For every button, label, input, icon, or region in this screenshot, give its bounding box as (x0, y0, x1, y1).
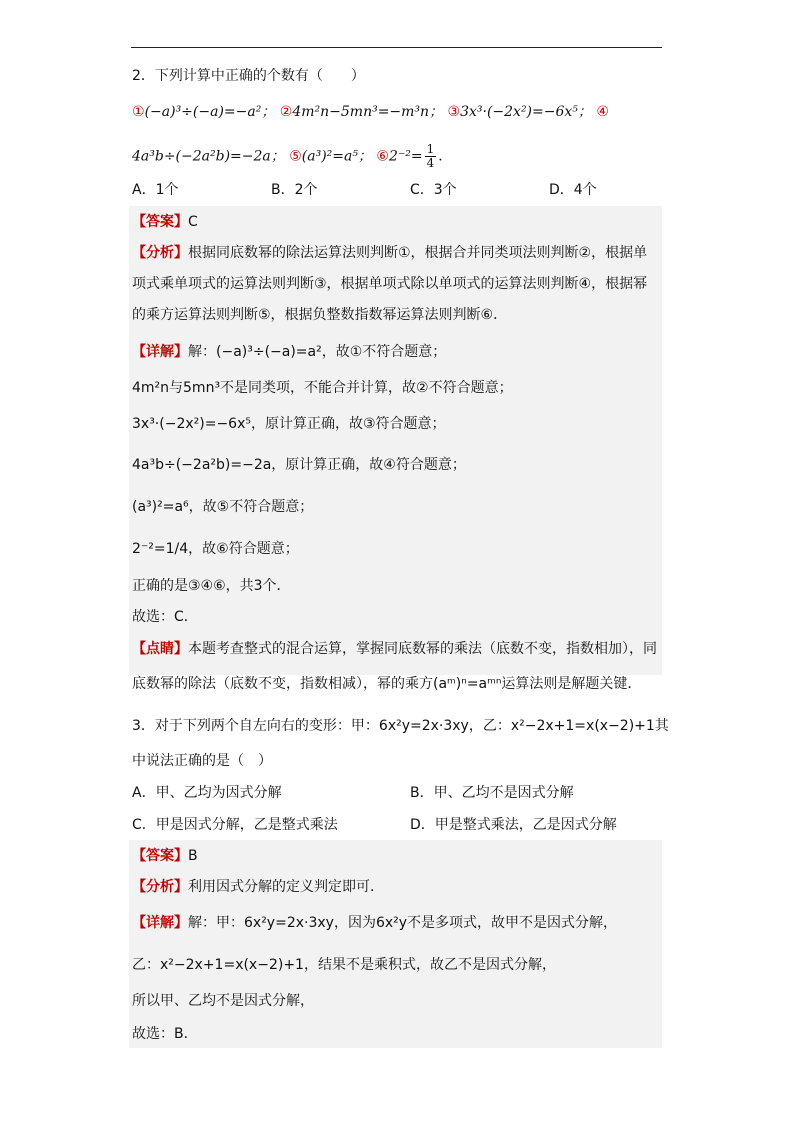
q3-detail-line2: 乙：x²−2x+1=x(x−2)+1，结果不是乘积式，故乙不是因式分解， (132, 957, 556, 973)
q2-detail-line2: 4m²n与5mn³不是同类项，不能合并计算，故②不符合题意； (132, 380, 513, 396)
q3-stem-line2: 中说法正确的是（ ） (132, 753, 272, 769)
q2-answer: 【答案】C (132, 214, 198, 230)
q2-detail-line3: 3x³·(−2x²)=−6x⁵，原计算正确，故③符合题意； (132, 416, 446, 432)
fraction: $\frac{1}{4}$ (426, 142, 435, 170)
q2-option-b: B．2个 (271, 182, 318, 198)
q2-formulas-row1: ①(−a)³÷(−a)=−a²； ②4m²n−5mn³=−m³n； ③3x³·(−2x²)=−6x⁵； ④ (132, 104, 609, 120)
q3-analysis: 【分析】利用因式分解的定义判定即可． (132, 879, 384, 895)
q2-detail-line5: (a³)²=a⁶，故⑤不符合题意； (132, 499, 314, 515)
q2-stem: 2．下列计算中正确的个数有（ ） (132, 68, 365, 84)
q2-option-d: D．4个 (549, 182, 597, 198)
q2-option-c: C．3个 (410, 182, 457, 198)
q3-option-a: A．甲、乙均为因式分解 (132, 785, 282, 801)
q3-answer: 【答案】B (132, 848, 198, 864)
q3-solution-block (129, 840, 662, 1048)
q2-detail-line4: 4a³b÷(−2a²b)=−2a，原计算正确，故④符合题意； (132, 457, 466, 473)
q2-detail-line6: 2⁻²=1/4，故⑥符合题意； (132, 541, 299, 557)
q3-option-d: D．甲是整式乘法，乙是因式分解 (410, 817, 617, 833)
q3-option-c: C．甲是因式分解，乙是整式乘法 (132, 817, 338, 833)
q2-formulas-row2: 4a³b÷(−2a²b)=−2a； ⑤(a³)²=a⁵； ⑥2⁻²= $\frac{1}{4}$ ． (132, 142, 453, 170)
q2-comment-line2: 底数幂的除法（底数不变，指数相减），幂的乘方(aᵐ)ⁿ=aᵐⁿ运算法则是解题关键． (132, 676, 642, 692)
q2-detail-line7: 正确的是③④⑥，共3个． (132, 578, 291, 594)
q2-detail-line1: 【详解】解：(−a)³÷(−a)=a²，故①不符合题意； (132, 344, 447, 360)
q3-detail-line3: 所以甲、乙均不是因式分解， (132, 993, 314, 1009)
q2-comment-line1: 【点睛】本题考查整式的混合运算，掌握同底数幂的乘法（底数不变，指数相加），同 (132, 641, 657, 657)
q2-analysis-line3: 的乘方运算法则判断⑤，根据负整数指数幂运算法则判断⑥． (132, 307, 508, 323)
q2-option-a: A．1个 (132, 182, 179, 198)
q2-analysis-line2: 项式乘单项式的运算法则判断③，根据单项式除以单项式的运算法则判断④，根据幂 (132, 276, 648, 292)
q2-detail-line8: 故选：C． (132, 609, 198, 625)
q2-analysis-line1: 【分析】根据同底数幂的除法运算法则判断①，根据合并同类项法则判断②，根据单 (132, 245, 648, 261)
q3-detail-line1: 【详解】解：甲：6x²y=2x·3xy，因为6x²y不是多项式，故甲不是因式分解， (132, 915, 618, 931)
q3-option-b: B．甲、乙均不是因式分解 (410, 785, 574, 801)
q3-detail-line4: 故选：B． (132, 1026, 198, 1042)
q3-stem-line1: 3．对于下列两个自左向右的变形：甲：6x²y=2x·3xy，乙：x²−2x+1=x(x−2)+1其 (132, 718, 669, 734)
header-rule (131, 47, 662, 48)
